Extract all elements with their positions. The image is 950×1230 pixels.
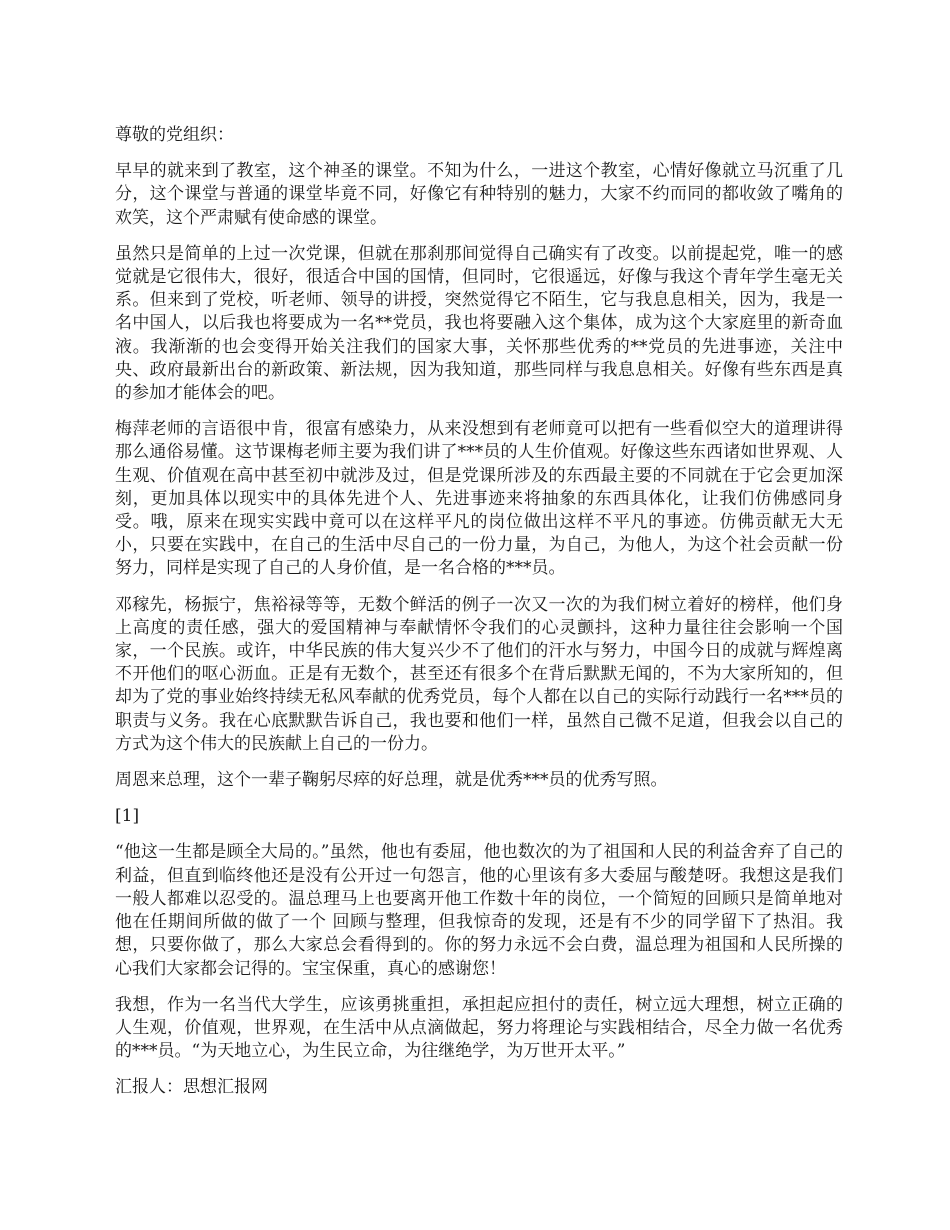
footnote-marker: [1]	[115, 806, 140, 827]
signature: 汇报人：思想汇报网	[115, 1077, 268, 1098]
paragraph-7: 我想，作为一名当代大学生，应该勇挑重担，承担起应担付的责任，树立远大理想，树立正确的人生观，价值观，世界观，在生活中从点滴做起，努力将理论与实践相结合，尽全力做一名优秀的***员。“为天地立心，为生民立命，为往继绝学，为万世开太平。”	[115, 994, 843, 1062]
salutation: 尊敬的党组织：	[115, 125, 234, 145]
paragraph-2: 虽然只是简单的上过一次党课，但就在那刹那间觉得自己确实有了改变。以前提起党，唯一的感觉就是它很伟大，很好，很适合中国的国情，但同时，它很遥远，好像与我这个青年学生毫无关系。但来到了党校，听老师、领导的讲授，突然觉得它不陌生，它与我息息相关，因为，我是一名中国人，以后我也将要成为一名**党员，我也将要融入这个集体，成为这个大家庭里的新奇血液。我渐渐的也会变得开始关注我们的国家大事，关怀那些优秀的**党员的先进事迹，关注中央、政府最新出台的新政策、新法规，因为我知道，那些同样与我息息相关。好像有些东西是真的参加才能体会的吧。	[115, 243, 843, 404]
paragraph-4: 邓稼先，杨振宁，焦裕禄等等，无数个鲜活的例子一次又一次的为我们树立着好的榜样，他们身上高度的责任感，强大的爱国精神与奉献情怀令我们的心灵颤抖，这种力量往往会影响一个国家，一个民族。或许，中华民族的伟大复兴少不了他们的汗水与努力，中国今日的成就与辉煌离不开他们的呕心沥血。正是有无数个，甚至还有很多个在背后默默无闻的，不为大家所知的，但却为了党的事业始终持续无私风奉献的优秀党员，每个人都在以自己的实际行动践行一名***员的职责与义务。我在心底默默告诉自己，我也要和他们一样，虽然自己微不足道，但我会以自己的方式为这个伟大的民族献上自己的一份力。	[115, 594, 843, 754]
paragraph-3: 梅萍老师的言语很中肯，很富有感染力，从来没想到有老师竟可以把有一些看似空大的道理讲得那么通俗易懂。这节课梅老师主要为我们讲了***员的人生价值观。好像这些东西诸如世界观、人生观、价值观在高中甚至初中就涉及过，但是党课所涉及的东西最主要的不同就在于它会更加深刻，更加具体以现实中的具体先进个人、先进事迹来将抽象的东西具体化，让我们仿佛感同身受。哦，原来在现实实践中竟可以在这样平凡的岗位做出这样不平凡的事迹。仿佛贡献无大无小，只要在实践中，在自己的生活中尽自己的一份力量，为自己，为他人，为这个社会贡献一份努力，同样是实现了自己的人身价值，是一名合格的***员。	[115, 419, 843, 579]
paragraph-6: “他这一生都是顾全大局的。”虽然，他也有委屈，他也数次的为了祖国和人民的利益舍弃了自己的利益，但直到临终他还是没有公开过一句怨言，他的心里该有多大委屈与酸楚呀。我想这是我们一般人都难以忍受的。温总理马上也要离开他工作数十年的岗位，一个简短的回顾只是简单地对他在任期间所做的做了一个 回顾与整理，但我惊奇的发现，还是有不少的同学留下了热泪。我想，只要你做了，那么大家总会看得到的。你的努力永远不会白费，温总理为祖国和人民所操的心我们大家都会记得的。宝宝保重，真心的感谢您！	[115, 842, 843, 979]
paragraph-1: 早早的就来到了教室，这个神圣的课堂。不知为什么，一进这个教室，心情好像就立马沉重了几分，这个课堂与普通的课堂毕竟不同，好像它有种特别的魅力，大家不约而同的都收敛了嘴角的欢笑，这个严肃赋有使命感的课堂。	[115, 161, 843, 228]
document-page	[115, 124, 843, 1113]
paragraph-5: 周恩来总理，这个一辈子鞠躬尽瘁的好总理，就是优秀***员的优秀写照。	[115, 770, 668, 791]
